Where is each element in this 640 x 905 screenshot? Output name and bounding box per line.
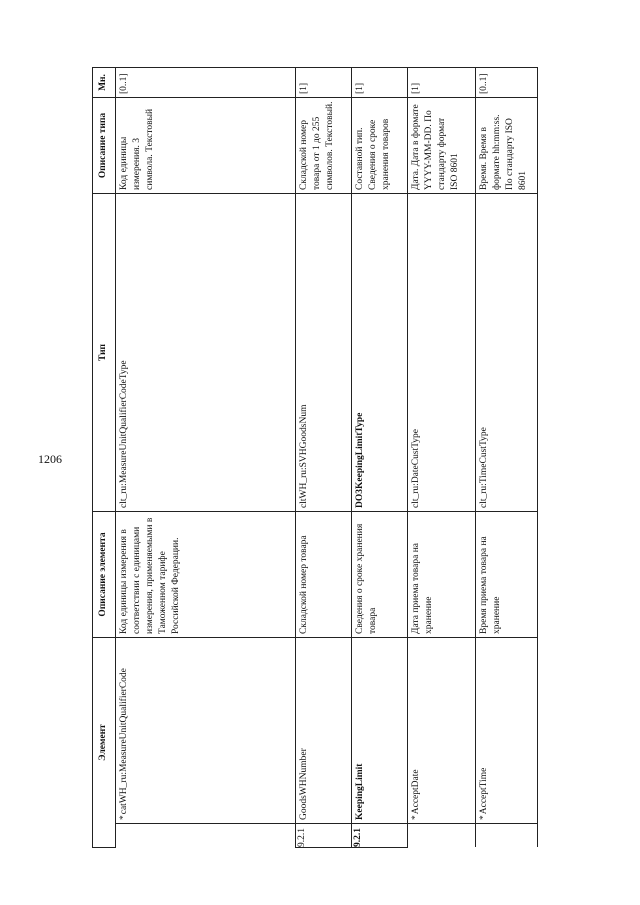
header-type: Тип: [93, 193, 116, 511]
row-type-desc: Дата. Дата в формате YYYY-MM-DD. По стандарту формат ISO 8601: [408, 97, 476, 193]
row-element: [296, 637, 352, 823]
table-header-row: [93, 67, 116, 847]
row-type: clt_ru:MeasureUnitQualifierCodeType: [116, 193, 296, 511]
page-number: 1206: [38, 452, 62, 466]
row-mn: [1]: [352, 67, 408, 97]
table-row: [296, 67, 352, 847]
table-row: [352, 67, 408, 847]
schema-table: [92, 67, 538, 848]
row-marker: *: [411, 815, 421, 820]
row-index: [116, 824, 296, 848]
row-index: 9.2.1: [296, 824, 352, 848]
row-marker: *: [119, 815, 129, 820]
row-element-desc: Время приема товара на хранение: [476, 511, 538, 637]
row-type: DO3KeepingLimitType: [352, 193, 408, 511]
table-row: [476, 67, 538, 847]
row-mn: [0..1]: [116, 67, 296, 97]
row-element-desc: Код единицы измерения в соответствии с единицами измерения, применяемыми в Таможенном тарифе Российской Федерации.: [116, 511, 296, 637]
row-element-desc: Складской номер товара: [296, 511, 352, 637]
row-element: [476, 637, 538, 823]
rotated-table-container: [92, 68, 529, 848]
row-mn: [0..1]: [476, 67, 538, 97]
header-mn: Мн.: [93, 67, 116, 97]
table-row: [116, 67, 296, 847]
row-type-desc: Составной тип. Сведения о сроке хранения товаров: [352, 97, 408, 193]
row-element-desc: Дата приема товара на хранение: [408, 511, 476, 637]
row-type-desc: Складской номер товара от 1 до 255 символов. Текстовый.: [296, 97, 352, 193]
header-element-desc: Описание элемента: [93, 511, 116, 637]
row-index: 9.2.1: [352, 824, 408, 848]
table-row: [408, 67, 476, 847]
row-type-desc: Время. Время в формате hh:mm:ss. По стандарту ISO 8601: [476, 97, 538, 193]
row-index: [408, 824, 476, 848]
row-type: clt_ru:TimeCustType: [476, 193, 538, 511]
header-element: Элемент: [93, 637, 116, 847]
row-element-desc: Сведения о сроке хранения товара: [352, 511, 408, 637]
row-mn: [1]: [408, 67, 476, 97]
header-type-desc: Описание типа: [93, 97, 116, 193]
row-type: cltWH_ru:SVHGoodsNum: [296, 193, 352, 511]
row-element-name: GoodsWHNumber: [299, 748, 309, 820]
row-element-name: KeepingLimit: [355, 763, 365, 820]
row-mn: [1]: [296, 67, 352, 97]
row-element: [352, 637, 408, 823]
row-element: [116, 637, 296, 823]
row-element-name: AcceptDate: [411, 769, 421, 815]
row-element-name: AcceptTime: [479, 767, 489, 815]
row-type-desc: Код единицы измерения. 3 символа. Текстовый: [116, 97, 296, 193]
row-type: clt_ru:DateCustType: [408, 193, 476, 511]
row-index: [476, 824, 538, 848]
row-element-name: catWH_ru:MeasureUnitQualifierCode: [119, 668, 129, 815]
row-element: [408, 637, 476, 823]
row-marker: *: [479, 815, 489, 820]
